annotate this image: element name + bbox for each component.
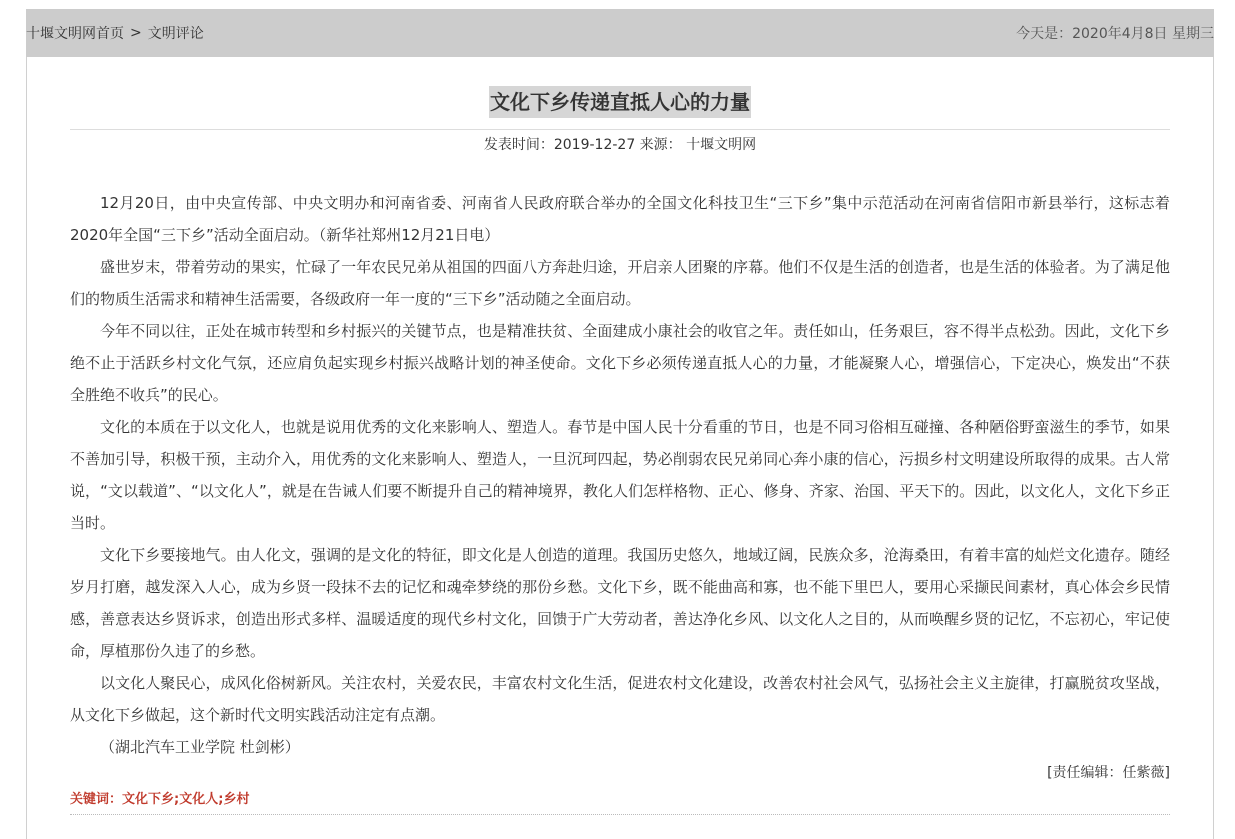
article-source: 十堰文明网 — [686, 137, 757, 153]
publish-label: 发表时间： — [483, 137, 554, 153]
keywords-label: 关键词： — [70, 792, 123, 807]
responsible-editor: [责任编辑：任紫薇] — [1047, 765, 1170, 781]
keyword-link[interactable]: 乡村 — [223, 792, 250, 807]
bottom-divider — [70, 814, 1170, 815]
article-meta — [70, 135, 1170, 155]
current-date: 今天是：2020年4月8日 星期三 — [1016, 26, 1214, 42]
article-author: （湖北汽车工业学院 杜剑彬） — [100, 738, 300, 756]
breadcrumb-separator: > — [130, 25, 142, 41]
breadcrumb-home-link[interactable]: 十堰文明网首页 — [26, 26, 124, 42]
article-paragraph: 以文化人聚民心，成风化俗树新风。关注农村，关爱农民，丰富农村文化生活，促进农村文化建设，改善农村社会风气，弘扬社会主义主旋律，打赢脱贫攻坚战，从文化下乡做起，这个新时代文明实践活动注定有点潮。 — [70, 674, 1170, 724]
keyword-link[interactable]: 文化下乡 — [122, 792, 175, 807]
title-divider — [70, 129, 1170, 130]
publish-date: 2019-12-27 — [553, 137, 636, 153]
breadcrumb-section-link[interactable]: 文明评论 — [147, 26, 204, 42]
article-body — [70, 187, 1170, 763]
article-paragraph: 文化下乡要接地气。由人化文，强调的是文化的特征，即文化是人创造的道理。我国历史悠久，地域辽阔，民族众多，沧海桑田，有着丰富的灿烂文化遗存。随经岁月打磨，越发深入人心，成为乡贤一段抹不去的记忆和魂牵梦绕的那份乡愁。文化下乡，既不能曲高和寡，也不能下里巴人，要用心采撷民间素材，真心体会乡民情感，善意表达乡贤诉求，创造出形式多样、温暖适度的现代乡村文化，回馈于广大劳动者，善达净化乡风、以文化人之目的，从而唤醒乡贤的记忆，不忘初心，牢记使命，厚植那份久违了的乡愁。 — [70, 546, 1170, 660]
article-paragraph: 12月20日，由中央宣传部、中央文明办和河南省委、河南省人民政府联合举办的全国文化科技卫生“三下乡”集中示范活动在河南省信阳市新县举行，这标志着2020年全国“三下乡”活动全面启动。（新华社郑州12月21日电） — [70, 194, 1170, 244]
keywords-row: 关键词：文化下乡;文化人;乡村 — [70, 792, 250, 807]
article-paragraph: 文化的本质在于以文化人，也就是说用优秀的文化来影响人、塑造人。春节是中国人民十分看重的节日，也是不同习俗相互碰撞、各种陋俗野蛮滋生的季节，如果不善加引导，积极干预，主动介入，用优秀的文化来影响人、塑造人，一旦沉珂四起，势必削弱农民兄弟同心奔小康的信心，污损乡村文明建设所取得的成果。古人常说，“文以载道”、“以文化人”，就是在告诫人们要不断提升自己的精神境界，教化人们怎样格物、正心、修身、齐家、治国、平天下的。因此，以文化人，文化下乡正当时。 — [70, 418, 1170, 532]
source-label: 来源： — [635, 137, 687, 153]
top-bar — [26, 9, 1214, 57]
title-container — [70, 86, 1170, 118]
article-paragraph: 今年不同以往，正处在城市转型和乡村振兴的关键节点，也是精准扶贫、全面建成小康社会的收官之年。责任如山，任务艰巨，容不得半点松劲。因此，文化下乡绝不止于活跃乡村文化气氛，还应肩负起实现乡村振兴战略计划的神圣使命。文化下乡必须传递直抵人心的力量，才能凝聚人心，增强信心，下定决心，焕发出“不获全胜绝不收兵”的民心。 — [70, 322, 1170, 404]
article-paragraph: 盛世岁末，带着劳动的果实，忙碌了一年农民兄弟从祖国的四面八方奔赴归途，开启亲人团聚的序幕。他们不仅是生活的创造者，也是生活的体验者。为了满足他们的物质生活需求和精神生活需要，各级政府一年一度的“三下乡”活动随之全面启动。 — [70, 258, 1170, 308]
breadcrumb — [26, 23, 204, 43]
keyword-link[interactable]: 文化人 — [179, 792, 219, 807]
article-title: 文化下乡传递直抵人心的力量 — [489, 86, 751, 118]
